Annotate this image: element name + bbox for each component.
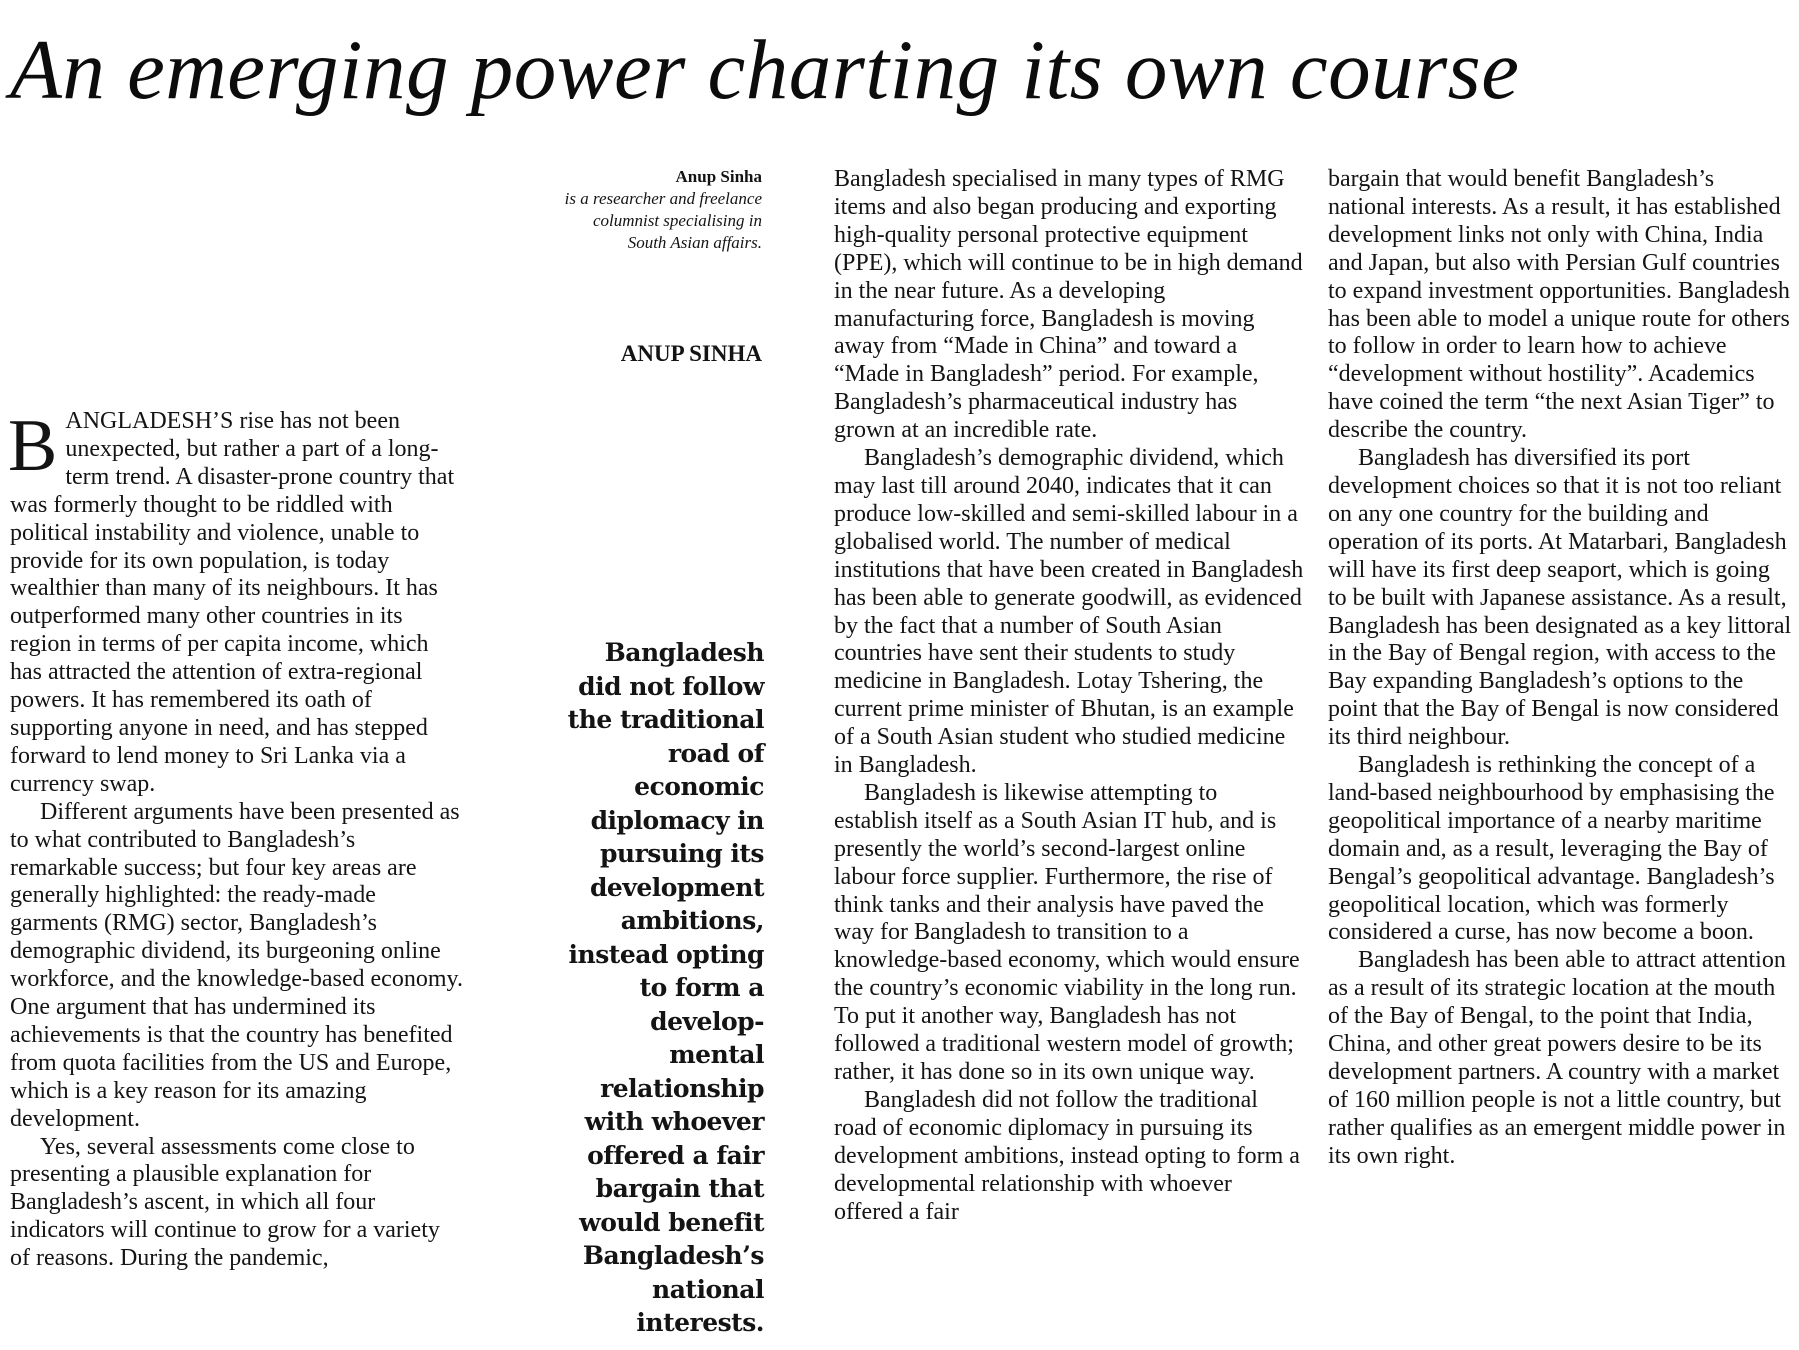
pull-quote-line: to form a [639, 973, 764, 1002]
article-paragraph: Bangladesh specialised in many types of RMG items and also began producing and exporting high-quality personal protective equipment (PPE), which will continue to be in high demand in the near future. As a developing manufacturing force, Bangladesh is moving away from “Made in China” and toward a “Made in Bangladesh” period. For example, Bangladesh’s pharmaceutical industry has grown at an incredible rate. [834, 166, 1303, 444]
article-paragraph: Bangladesh is likewise attempting to establish itself as a South Asian IT hub, and is presently the world’s second-largest online labour force supplier. Furthermore, the rise of think tanks and their analysis have paved the way for Bangladesh to transition to a knowledge-based economy, which would ensure the country’s economic viability in the long run. To put it another way, Bangladesh has not followed a traditional western model of growth; rather, it has done so in its own unique way. [834, 779, 1300, 1085]
pull-quote-line: pursuing its [599, 839, 764, 868]
article-paragraph: Yes, several assessments come close to presenting a plausible explanation for Bangladesh’s ascent, in which all four indicators will continue to grow for a variety of reasons. During the pandemic, [10, 1133, 440, 1272]
pull-quote-line: Bangladesh [604, 638, 764, 667]
pull-quote-line: would benefit [579, 1207, 764, 1237]
headline: An emerging power charting its own course [10, 23, 1520, 117]
pull-quote-line: offered a fair [587, 1140, 764, 1170]
pull-quote-line: instead opting [568, 939, 764, 969]
article-column-1 [8, 405, 465, 1273]
pull-quote [520, 636, 764, 1340]
pull-quote-line: ambitions, [620, 906, 764, 935]
pull-quote-line: the traditional [567, 705, 764, 734]
pull-quote-line: relationship [600, 1073, 764, 1103]
author-bio-line: South Asian affairs. [627, 233, 762, 252]
article-paragraph [8, 405, 465, 799]
drop-cap: B [8, 405, 58, 487]
byline: ANUP SINHA [620, 341, 762, 366]
author-bio-line: is a researcher and freelance [564, 189, 762, 208]
pull-quote-line: economic [634, 772, 764, 801]
article-paragraph: Different arguments have been presented as to what contributed to Bangladesh’s remarkable success; but four key areas are generally highlighted: the ready-made garments (RMG) sector, Bangladesh’s demographic dividend, its burgeoning online workforce, and the knowledge-based economy. One argument that has undermined its achievements is that the country has benefited from quota facilities from the US and Europe, which is a key reason for its amazing development. [10, 798, 463, 1132]
pull-quote-line: develop- [650, 1006, 764, 1036]
pull-quote-line: development [589, 872, 764, 902]
author-info [470, 166, 762, 254]
pull-quote-line: bargain that [595, 1174, 764, 1203]
article-paragraph: Bangladesh has diversified its port development choices so that it is not too reliant on any one country for the building and operation of its ports. At Matarbari, Bangladesh will have its first deep seaport, which is going to be built with Japanese assistance. As a result, Bangladesh has been designated as a key littoral in the Bay of Bengal region, with access to the Bay expanding Bangladesh’s options to the point that the Bay of Bengal is now considered its third neighbour. [1328, 445, 1792, 751]
pull-quote-line: interests. [636, 1308, 764, 1337]
article-paragraph: Bangladesh did not follow the traditional road of economic diplomacy in pursuing its development ambitions, instead opting to form a developmental relationship with whoever offered a fair [834, 1086, 1300, 1225]
pull-quote-line: road of [667, 738, 764, 768]
article-column-3 [834, 166, 1304, 1226]
pull-quote-line: mental [669, 1040, 764, 1069]
article-paragraph: bargain that would benefit Bangladesh’s national interests. As a result, it has established development links not only with China, India and Japan, but also with Persian Gulf countries to expand investment opportunities. Bangladesh has been able to model a unique route for others to follow in order to learn how to achieve “development without hostility”. Academics have coined the term “the next Asian Tiger” to describe the country. [1328, 166, 1790, 444]
author-bio-line: columnist specialising in [592, 211, 762, 230]
paragraph-text: ANGLADESH’S rise has not been unexpected, but rather a part of a long-term trend. A disaster-prone country that was formerly thought to be riddled with political instability and violence, unable to provide for its own population, is today wealthier than many of its neighbours. It has outperformed many other countries in its region in terms of per capita income, which has attracted the attention of extra-regional powers. It has remembered its oath of supporting anyone in need, and has stepped forward to lend money to Sri Lanka via a currency swap. [10, 408, 455, 797]
article-column-4 [1328, 166, 1794, 1171]
pull-quote-line: Bangladesh’s [582, 1241, 764, 1270]
article-paragraph: Bangladesh’s demographic dividend, which may last till around 2040, indicates that it can produce low-skilled and semi-skilled labour in a globalised world. The number of medical institutions that have been created in Bangladesh has been able to generate goodwill, as evidenced by the fact that a number of South Asian countries have sent their students to study medicine in Bangladesh. Lotay Tshering, the current prime minister of Bhutan, is an example of a South Asian student who studied medicine in Bangladesh. [834, 445, 1304, 779]
article-paragraph: Bangladesh is rethinking the concept of a land-based neighbourhood by emphasising the geopolitical importance of a nearby maritime domain and, as a result, leveraging the Bay of Bengal’s geopolitical advantage. Bangladesh’s geopolitical location, which was formerly considered a curse, has now become a boon. [1328, 752, 1775, 946]
pull-quote-line: diplomacy in [590, 805, 764, 835]
article-paragraph: Bangladesh has been able to attract attention as a result of its strategic location at the mouth of the Bay of Bengal, to the point that India, China, and other great powers desire to be its development partners. A country with a market of 160 million people is not a little country, but rather qualifies as an emergent middle power in its own right. [1328, 947, 1786, 1169]
pull-quote-line: with whoever [584, 1107, 764, 1136]
pull-quote-line: national [652, 1274, 764, 1304]
pull-quote-line: did not follow [578, 671, 764, 701]
author-name: Anup Sinha [675, 167, 762, 186]
